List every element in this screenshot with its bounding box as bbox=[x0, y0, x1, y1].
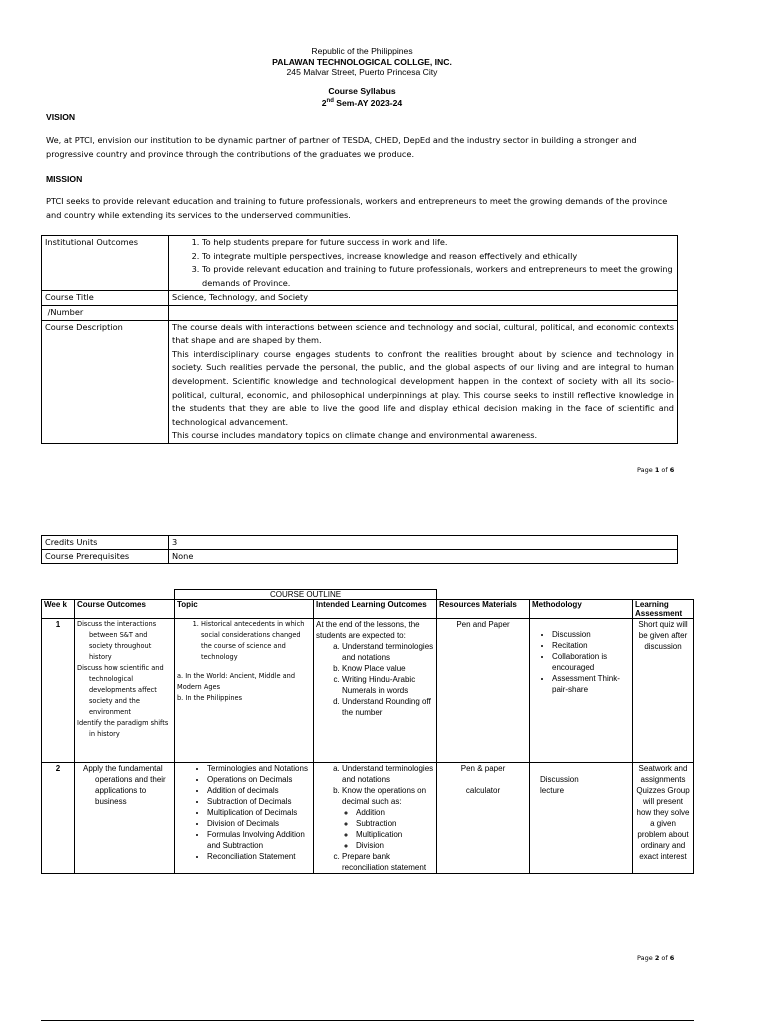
ilo-sub-item: ◦ Addition bbox=[356, 807, 434, 818]
ilo-item bbox=[342, 785, 434, 851]
course-description-p1: The course deals with interactions between science and technology and social, cultural, political, and economic contexts that shape and are shaped by them. bbox=[172, 321, 674, 346]
topic-list bbox=[177, 763, 311, 862]
course-description-p2: This interdisciplinary course engages students to confront the realities brought about by science and technology in society. Such realities pervade the personal, the public, and the global aspects of our living and are integral to human development. Scientific knowledge and technological development happen in the context of society with all its socio-political, cultural, economic, and philosophical underpinnings at play. This course seeks to instill reflective knowledge in the students that they are able to live the good life and display ethical decision making in the face of scientific and technological advancement. bbox=[172, 348, 674, 427]
topic-item: • Terminologies and Notations bbox=[207, 763, 311, 774]
topic-item: • Division of Decimals bbox=[207, 818, 311, 829]
course-title-label: Course Title bbox=[42, 291, 169, 306]
page-number-1 bbox=[637, 466, 674, 474]
outcome-text: Apply the fundamental operations and their applications to business bbox=[83, 764, 166, 806]
syllabus-title: Course Syllabus bbox=[328, 85, 396, 96]
course-outline-title: COURSE OUTLINE bbox=[175, 590, 437, 600]
course-prerequisites-label: Course Prerequisites bbox=[42, 550, 169, 564]
outcome-item: 2. To integrate multiple perspectives, increase knowledge and reason effectively and ethically bbox=[202, 250, 674, 264]
topic-cell bbox=[175, 619, 314, 763]
method-item: lecture bbox=[540, 786, 565, 795]
page-number-2 bbox=[637, 954, 674, 962]
semester-line bbox=[0, 96, 724, 108]
assessment-cell: Short quiz will be given after discussion bbox=[633, 619, 694, 763]
ilo-cell bbox=[314, 619, 437, 763]
table-row bbox=[42, 763, 694, 874]
header-address: 245 Malvar Street, Puerto Princesa City bbox=[286, 67, 438, 78]
institutional-outcomes-label: Institutional Outcomes bbox=[42, 236, 169, 291]
sem-ay: Sem-AY 2023-24 bbox=[333, 98, 403, 109]
outcome-item: 1. To help students prepare for future success in work and life. bbox=[202, 236, 674, 250]
ilo-list bbox=[316, 641, 434, 718]
topic-item: • Reconciliation Statement bbox=[207, 851, 311, 862]
outcome-text: Discuss the interactions between S&T and society throughout history bbox=[77, 620, 157, 661]
page-of: of bbox=[659, 466, 670, 474]
page-current: 2 bbox=[654, 954, 660, 962]
mission-text: PTCI seeks to provide relevant education and training to future professionals, workers and entrepreneurs to meet the growing demands of the province and country while extending its services to the underserved communities. bbox=[46, 196, 668, 220]
course-number-label: /Number bbox=[42, 305, 169, 320]
topic-list bbox=[177, 619, 311, 663]
resources-cell bbox=[437, 763, 530, 874]
credits-units-label: Credits Units bbox=[42, 536, 169, 550]
methodology-cell bbox=[530, 763, 633, 874]
assessment-cell: Seatwork and assignments Quizzes Group will present how they solve a given problem about ordinary and exact interest bbox=[633, 763, 694, 874]
ilo-list bbox=[316, 763, 434, 873]
ilo-sub-list bbox=[342, 807, 434, 851]
ilo-item: a. Understand terminologies and notations bbox=[342, 641, 434, 663]
topic-item: 1. Historical antecedents in which social considerations changed the course of science and technology bbox=[201, 619, 311, 663]
course-title-value: Science, Technology, and Society bbox=[169, 291, 678, 306]
ilo-item: d. Understand Rounding off the number bbox=[342, 696, 434, 718]
ilo-intro: At the end of the lessons, the students are expected to: bbox=[316, 620, 420, 640]
ilo-sub-item: ◦ Division bbox=[356, 840, 434, 851]
institutional-outcomes-cell bbox=[169, 236, 678, 291]
table-row bbox=[42, 619, 694, 763]
document-header bbox=[0, 46, 724, 109]
topic-item: • Multiplication of Decimals bbox=[207, 807, 311, 818]
header-republic: Republic of the Philippines bbox=[311, 46, 413, 56]
col-course-outcomes: Course Outcomes bbox=[75, 600, 175, 619]
course-number-value bbox=[169, 305, 678, 320]
course-outcomes-cell bbox=[75, 619, 175, 763]
outcome-text: Identify the paradigm shifts in history bbox=[77, 719, 169, 738]
course-description-cell bbox=[169, 320, 678, 443]
ilo-sub-item: ◦ Subtraction bbox=[356, 818, 434, 829]
credits-table bbox=[41, 535, 678, 564]
page-total: 6 bbox=[669, 954, 675, 962]
page-current: 1 bbox=[654, 466, 660, 474]
topic-sub-b: b. In the Philippines bbox=[177, 694, 243, 702]
outcome-text: Discuss how scientific and technological developments affect society and the environment bbox=[77, 664, 164, 716]
col-week: Wee k bbox=[42, 600, 75, 619]
topic-cell bbox=[175, 763, 314, 874]
course-outline-table bbox=[41, 589, 694, 874]
ilo-item-text: Know the operations on decimal such as: bbox=[342, 786, 427, 806]
col-topic: Topic bbox=[175, 600, 314, 619]
ilo-item: a. Understand terminologies and notations bbox=[342, 763, 434, 785]
outline-blank-right bbox=[437, 590, 694, 600]
next-page-table-edge bbox=[41, 1020, 694, 1025]
col-assessment: Learning Assessment bbox=[633, 600, 694, 619]
course-description-label: Course Description bbox=[42, 320, 169, 443]
col-ilo: Intended Learning Outcomes bbox=[314, 600, 437, 619]
method-item: • Discussion bbox=[552, 629, 630, 640]
methodology-list bbox=[532, 629, 630, 695]
vision-heading: VISION bbox=[46, 112, 76, 122]
method-item: • Collaboration is encouraged bbox=[552, 651, 630, 673]
credits-units-value: 3 bbox=[169, 536, 678, 550]
vision-text: We, at PTCI, envision our institution to be dynamic partner of partner of TESDA, CHED, DepEd and the industry sector in building a stronger and progressive country and province through the contributions of the graduates we produce. bbox=[46, 135, 637, 159]
topic-item: • Addition of decimals bbox=[207, 785, 311, 796]
methodology-cell bbox=[530, 619, 633, 763]
week-number: 2 bbox=[42, 763, 75, 874]
col-methodology: Methodology bbox=[530, 600, 633, 619]
topic-item: • Operations on Decimals bbox=[207, 774, 311, 785]
ilo-cell bbox=[314, 763, 437, 874]
method-item: Discussion bbox=[540, 775, 579, 784]
ilo-item: c. Prepare bank reconciliation statement bbox=[342, 851, 434, 873]
page-of: of bbox=[659, 954, 670, 962]
sem-number: 2 bbox=[321, 98, 327, 109]
course-prerequisites-value: None bbox=[169, 550, 678, 564]
resources-cell: Pen and Paper bbox=[437, 619, 530, 763]
page-prefix: Page bbox=[637, 466, 655, 474]
ilo-item: b. Know Place value bbox=[342, 663, 434, 674]
outcome-item: 3. To provide relevant education and training to future professionals, workers and entrepreneurs to meet the growing demands of Province. bbox=[202, 263, 674, 290]
header-college-name: PALAWAN TECHNOLOGICAL COLLGE, INC. bbox=[272, 56, 452, 67]
ilo-item: c. Writing Hindu-Arabic Numerals in words bbox=[342, 674, 434, 696]
resource-item: Pen & paper bbox=[460, 764, 506, 773]
topic-item: • Formulas Involving Addition and Subtraction bbox=[207, 829, 311, 851]
page-prefix: Page bbox=[637, 954, 655, 962]
course-outcomes-cell bbox=[75, 763, 175, 874]
ilo-sub-item: ◦ Multiplication bbox=[356, 829, 434, 840]
topic-sub-a: a. In the World: Ancient, Middle and Modern Ages bbox=[177, 672, 296, 691]
resource-item: calculator bbox=[465, 786, 501, 795]
method-item: • Assessment Think-pair-share bbox=[552, 673, 630, 695]
outline-blank-left bbox=[42, 590, 175, 600]
mission-heading: MISSION bbox=[46, 174, 83, 184]
page-total: 6 bbox=[669, 466, 675, 474]
course-info-table bbox=[41, 235, 678, 444]
institutional-outcomes-list bbox=[172, 236, 674, 290]
course-description-p3: This course includes mandatory topics on climate change and environmental awareness. bbox=[172, 430, 538, 441]
week-number: 1 bbox=[42, 619, 75, 763]
method-item: • Recitation bbox=[552, 640, 630, 651]
topic-item: • Subtraction of Decimals bbox=[207, 796, 311, 807]
sem-sup: nd bbox=[326, 98, 334, 105]
col-resources: Resources Materials bbox=[437, 600, 530, 619]
